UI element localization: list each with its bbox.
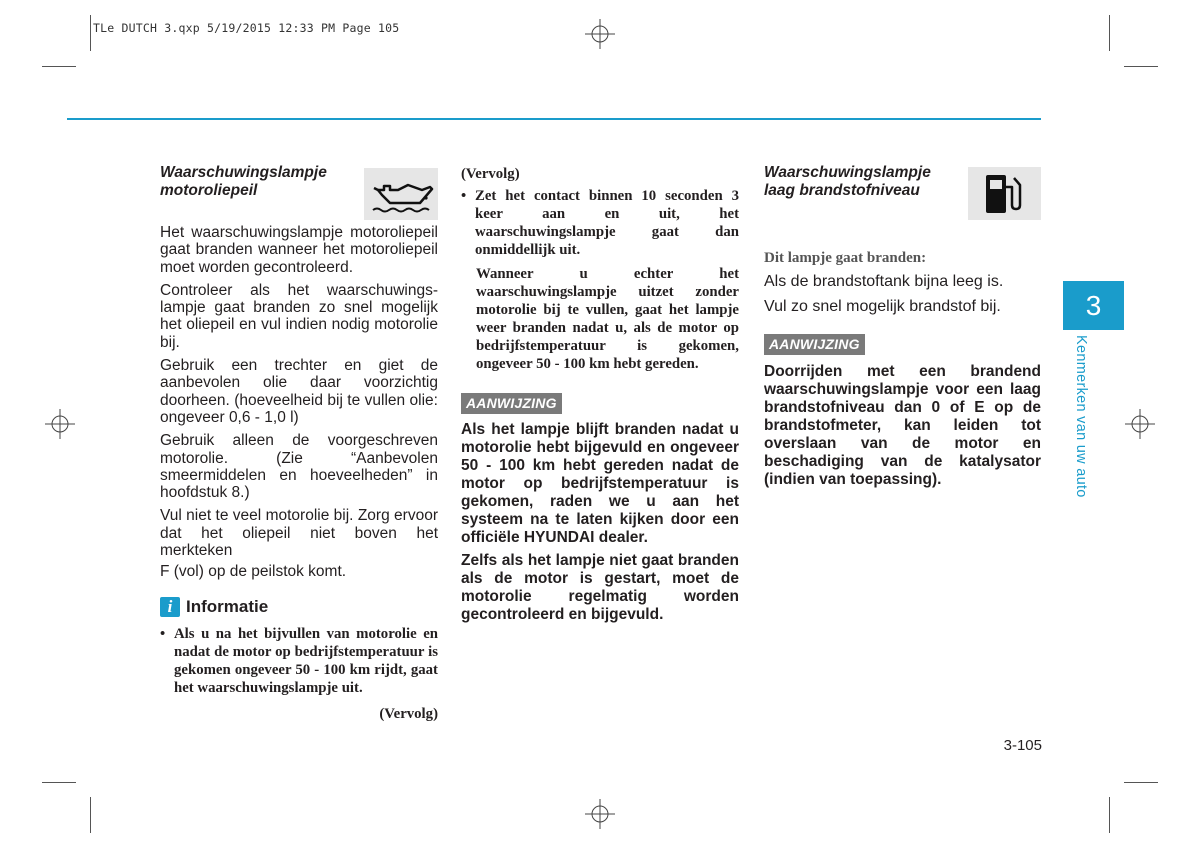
column-oil-continued (461, 165, 739, 629)
bullet-dot: • (160, 625, 166, 642)
chapter-tab: 3 (1063, 281, 1124, 330)
registration-mark-icon (45, 409, 75, 439)
section-title-line: laag brandstofniveau (764, 182, 920, 199)
paragraph: Controleer als het waarschuwings-lampje gaat branden zo snel mogelijk het oliepeil en vul indien nodig motorolie bij. (160, 281, 438, 351)
section-title-line: Waarschuwingslampje (764, 164, 931, 181)
crop-mark (42, 66, 76, 67)
chapter-label: Kenmerken van uw auto (1073, 335, 1089, 498)
paragraph: Vul niet te veel motorolie bij. Zorg ervoor dat het oliepeil niet boven het merkteken (160, 507, 438, 560)
column-oil-warning (160, 164, 438, 723)
note-paragraph: Zelfs als het lampje niet gaat branden als de motor is gestart, moet de motorolie regelmatig worden gecontroleerd en bijgevuld. (461, 552, 739, 623)
info-title: Informatie (186, 596, 269, 616)
info-header (160, 597, 438, 617)
crop-mark (90, 15, 91, 51)
paragraph: Vul zo snel mogelijk brandstof bij. (764, 298, 1001, 315)
print-slug: TLe DUTCH 3.qxp 5/19/2015 12:33 PM Page 105 (93, 21, 400, 35)
bullet-dot: • (461, 188, 467, 204)
continued-label: (Vervolg) (379, 705, 438, 722)
note-label: AANWIJZING (764, 334, 865, 355)
paragraph: Het waarschuwingslampje motoroliepeil gaat branden wanneer het motoroliepeil moet worden gecontroleerd. (160, 224, 438, 276)
registration-mark-icon (1125, 409, 1155, 439)
oil-icon-box (364, 168, 438, 220)
paragraph: Gebruik een trechter en giet de aanbevolen olie daar voorzichtig doorheen. (hoeveelheid bij te vullen olie: ongeveer 0,6 - 1,0 l) (160, 357, 438, 426)
info-bullet (160, 625, 438, 697)
oil-can-icon (364, 168, 438, 220)
registration-mark-icon (585, 19, 615, 49)
page-number: 3-105 (1003, 737, 1042, 754)
bullet-item (461, 187, 739, 259)
paragraph: F (vol) op de peilstok komt. (160, 563, 347, 581)
crop-mark (1124, 782, 1158, 783)
column-fuel-warning (764, 164, 1041, 494)
header-rule (67, 118, 1041, 120)
crop-mark (1124, 66, 1158, 67)
sub-paragraph: Wanneer u echter het waarschuwingslampje uitzet zonder motorolie bij te vullen, gaat het lampje weer branden nadat u, als de motor op bedrijfstemperatuur is gekomen, ongeveer 50 - 100 km hebt gereden. (476, 266, 739, 372)
bullet-text: Zet het contact binnen 10 seconden 3 keer aan en uit, het waarschuwingslampje gaat dan onmiddellijk uit. (475, 188, 739, 258)
fuel-pump-icon (968, 167, 1041, 220)
registration-mark-icon (585, 799, 615, 829)
note-paragraph: Doorrijden met een brandend waarschuwingslampje voor een laag brandstofniveau dan 0 of E op de brandstofmeter, kan leiden tot overslaan van de motor en beschadiging van de katalysator (indien van toepassing). (764, 363, 1041, 488)
note-paragraph: Als het lampje blijft branden nadat u motorolie hebt bijgevuld en ongeveer 50 - 100 km hebt gereden nadat de motor op bedrijfstemperatuur is gekomen, raden we u aan het systeem na te laten kijken door een officiële HYUNDAI dealer. (461, 421, 739, 546)
crop-mark (1109, 797, 1110, 833)
fuel-icon-box (968, 167, 1041, 220)
info-bullet-text: Als u na het bijvullen van motorolie en nadat de motor op bedrijfstemperatuur is gekomen ongeveer 50 - 100 km rijdt, gaat het waarschuwingslampje uit. (174, 625, 438, 696)
crop-mark (1109, 15, 1110, 51)
section-title-line: Waarschuwingslampje (160, 164, 327, 181)
paragraph: Als de brandstoftank bijna leeg is. (764, 273, 1004, 290)
section-title-line: motoroliepeil (160, 182, 258, 199)
info-icon: i (160, 597, 180, 617)
crop-mark (90, 797, 91, 833)
subheading: Dit lampje gaat branden: (764, 250, 927, 266)
paragraph: Gebruik alleen de voorgeschreven motorolie. (Zie “Aanbevolen smeermiddelen en hoeveelheden” in hoofdstuk 8.) (160, 432, 438, 502)
note-label: AANWIJZING (461, 393, 562, 414)
crop-mark (42, 782, 76, 783)
continued-heading: (Vervolg) (461, 166, 520, 182)
